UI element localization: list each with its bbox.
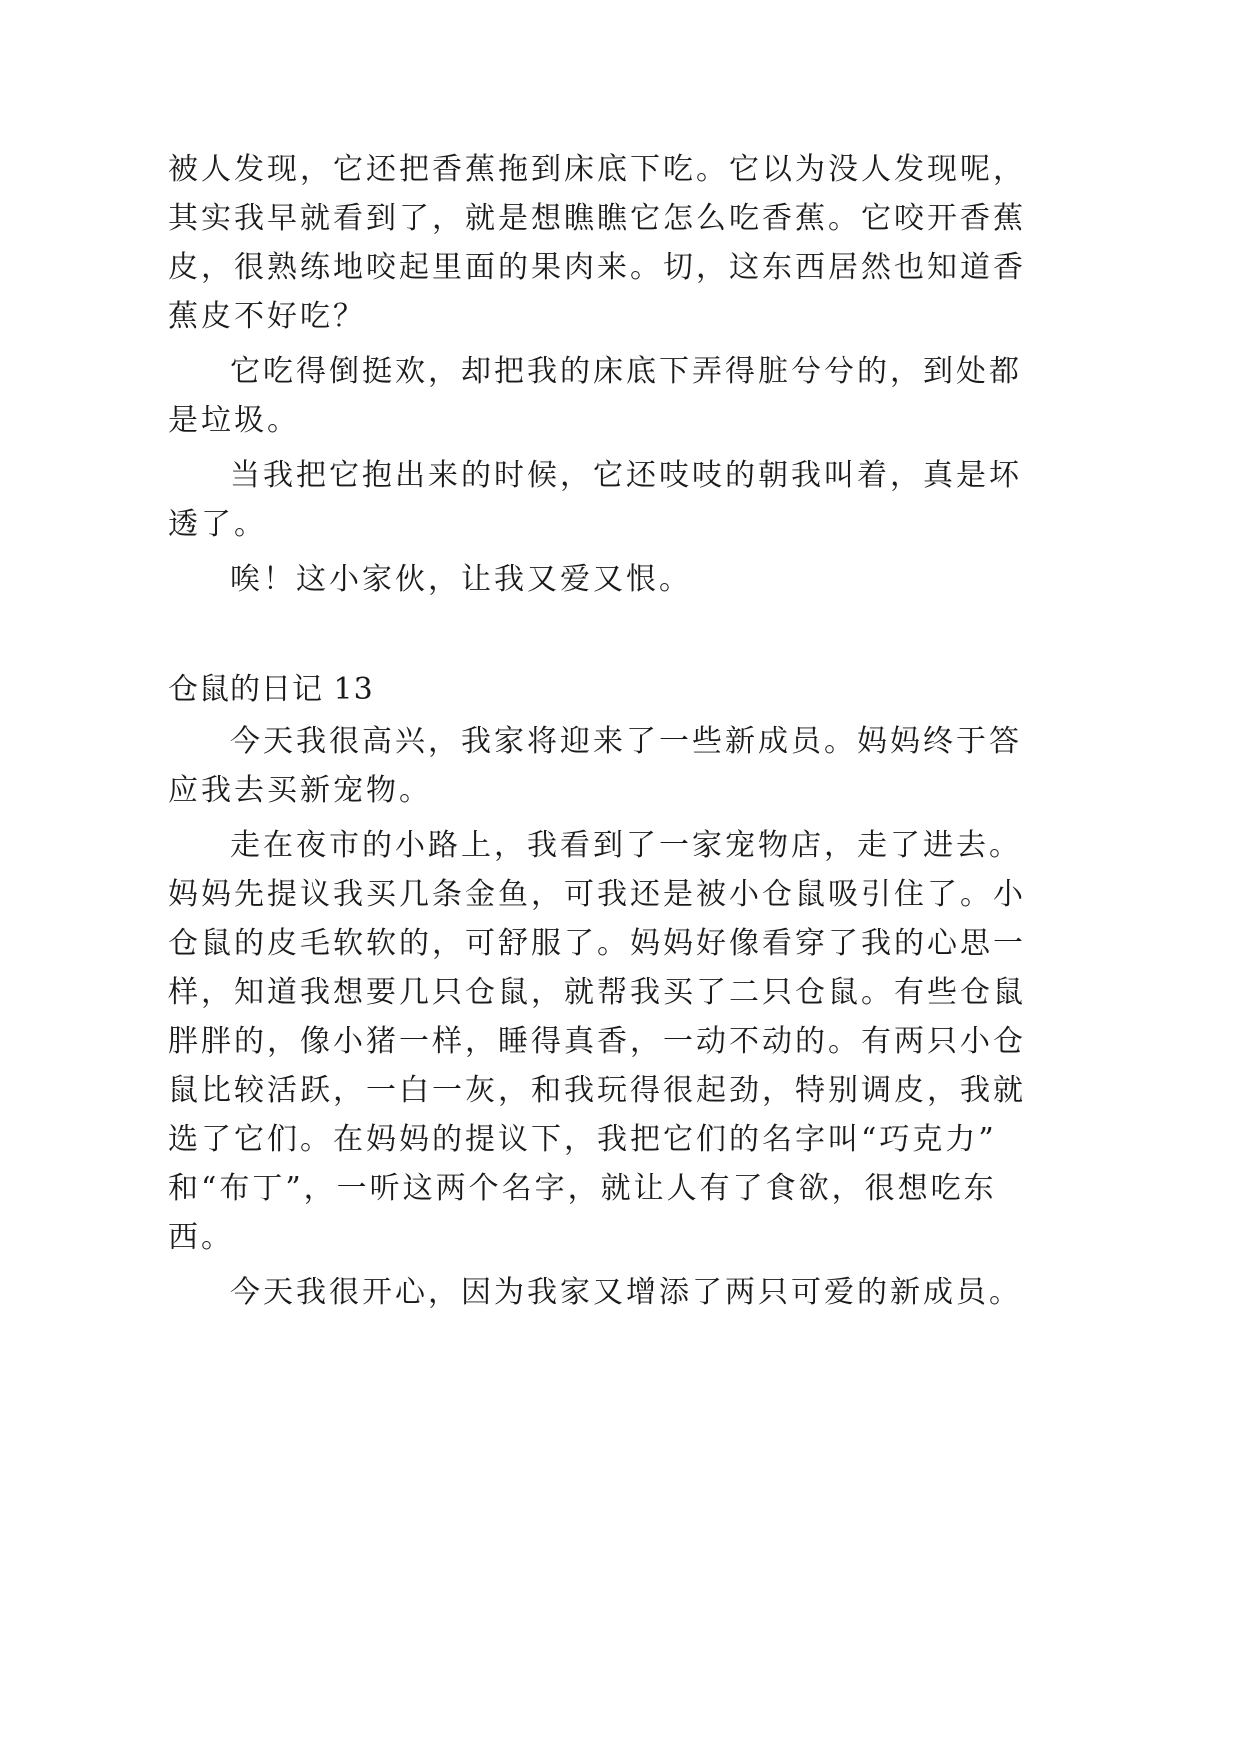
paragraph-line: 选了它们。在妈妈的提议下，我把它们的名字叫“巧克力” (168, 1122, 997, 1157)
section-title: 仓鼠的日记 13 (168, 672, 374, 707)
paragraph-line: 其实我早就看到了，就是想瞧瞧它怎么吃香蕉。它咬开香蕉 (168, 201, 1026, 236)
paragraph-line: 胖胖的，像小猪一样，睡得真香，一动不动的。有两只小仓 (168, 1024, 1026, 1059)
paragraph-line: 唉！这小家伙，让我又爱又恨。 (230, 562, 692, 597)
paragraph-line: 妈妈先提议我买几条金鱼，可我还是被小仓鼠吸引住了。小 (168, 877, 1026, 912)
paragraph-line: 是垃圾。 (168, 403, 300, 438)
paragraph-line: 它吃得倒挺欢，却把我的床底下弄得脏兮兮的，到处都 (230, 354, 1022, 389)
paragraph-line: 仓鼠的皮毛软软的，可舒服了。妈妈好像看穿了我的心思一 (168, 926, 1026, 961)
paragraph-line: 透了。 (168, 507, 267, 542)
paragraph-line: 鼠比较活跃，一白一灰，和我玩得很起劲，特别调皮，我就 (168, 1073, 1026, 1108)
paragraph-line: 今天我很开心，因为我家又增添了两只可爱的新成员。 (230, 1275, 1022, 1310)
paragraph-line: 应我去买新宠物。 (168, 773, 432, 808)
paragraph-line: 当我把它抱出来的时候，它还吱吱的朝我叫着，真是坏 (230, 458, 1022, 493)
paragraph-line: 西。 (168, 1220, 234, 1255)
paragraph-line: 走在夜市的小路上，我看到了一家宠物店，走了进去。 (230, 828, 1022, 863)
paragraph-line: 和“布丁”，一听这两个名字，就让人有了食欲，很想吃东 (168, 1171, 997, 1206)
paragraph-line: 皮，很熟练地咬起里面的果肉来。切，这东西居然也知道香 (168, 250, 1026, 285)
paragraph-line: 蕉皮不好吃？ (168, 299, 366, 334)
paragraph-line: 今天我很高兴，我家将迎来了一些新成员。妈妈终于答 (230, 724, 1022, 759)
paragraph-line: 样，知道我想要几只仓鼠，就帮我买了二只仓鼠。有些仓鼠 (168, 975, 1026, 1010)
paragraph-line: 被人发现，它还把香蕉拖到床底下吃。它以为没人发现呢， (168, 152, 1026, 187)
